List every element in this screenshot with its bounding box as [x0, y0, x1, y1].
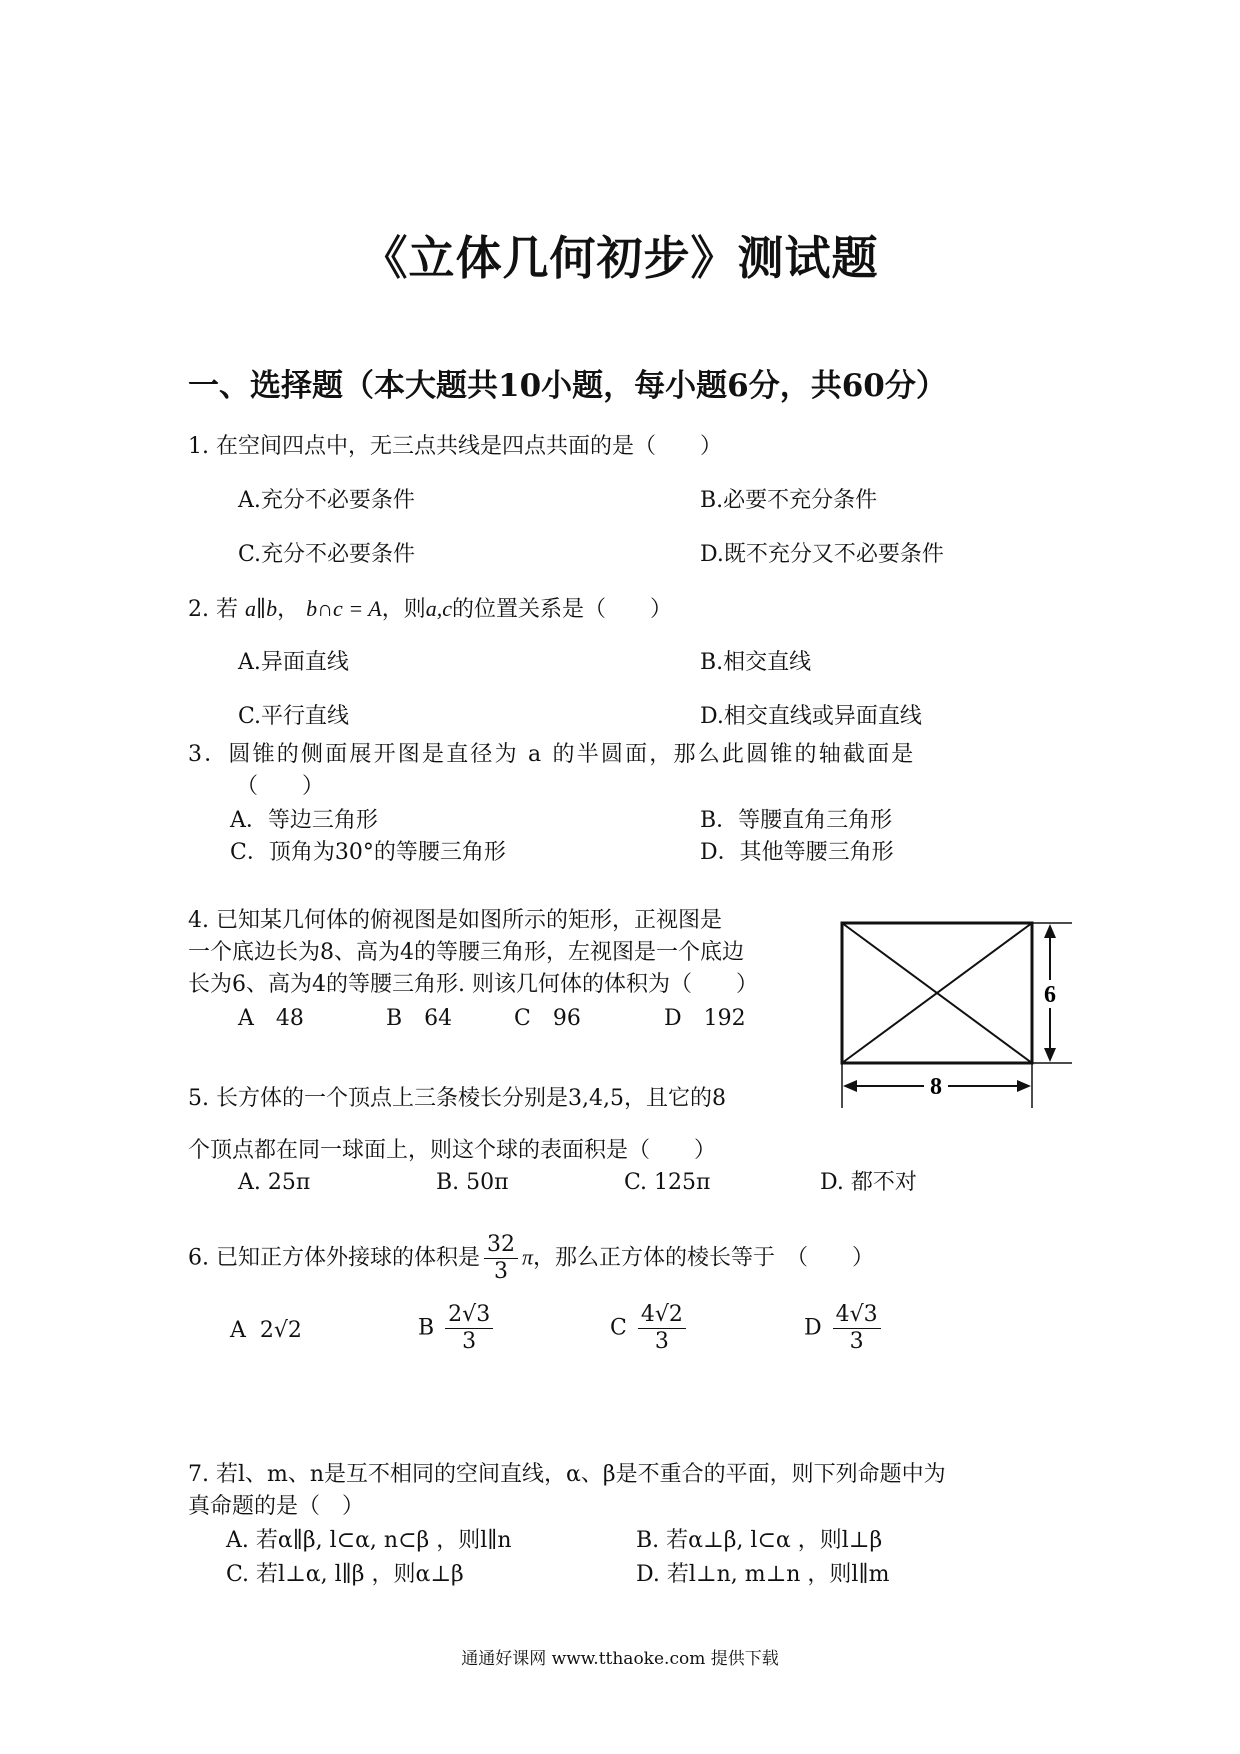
- q2-intersect-condition: b∩c = A: [306, 596, 382, 621]
- q2-option-c: C.平行直线: [238, 704, 350, 729]
- q5-option-d: D. 都不对: [820, 1170, 917, 1195]
- q4-top-view-figure: [836, 918, 1076, 1108]
- q6-option-d-label: D: [804, 1315, 822, 1341]
- q6-option-a-label: A: [230, 1318, 246, 1343]
- page-footer: 通通好课网 www.tthaoke.com 提供下载: [461, 1649, 779, 1669]
- q2-option-b: B.相交直线: [700, 650, 812, 675]
- q2-number: 2. 若: [188, 597, 238, 622]
- width-arrow-right: [1017, 1080, 1031, 1092]
- q6-option-b: [418, 1302, 497, 1355]
- q1-option-a: A.充分不必要条件: [238, 488, 415, 513]
- q1-stem: 1. 在空间四点中，无三点共线是四点共面的是（ ）: [188, 434, 722, 459]
- q6-pi: π: [521, 1244, 534, 1270]
- q3-option-b: B．等腰直角三角形: [700, 808, 893, 833]
- width-label: 8: [930, 1074, 942, 1100]
- q6-option-d: [804, 1302, 885, 1355]
- q5-line-2: 个顶点都在同一球面上，则这个球的表面积是（ ）: [188, 1138, 717, 1163]
- page-title: 《立体几何初步》测试题: [361, 231, 879, 285]
- q3-stem: 3．圆锥的侧面展开图是直径为 a 的半圆面，那么此圆锥的轴截面是: [188, 742, 916, 767]
- q6-option-d-fraction: [833, 1302, 881, 1355]
- q6-option-a-value: 2√2: [259, 1318, 302, 1343]
- q6-option-c-label: C: [610, 1315, 627, 1341]
- q1-option-b: B.必要不充分条件: [700, 488, 878, 513]
- q6-frac-numerator: 32: [484, 1232, 518, 1259]
- q4-option-b: B 64: [386, 1006, 453, 1031]
- height-label: 6: [1044, 982, 1056, 1008]
- q6-volume-fraction: [484, 1232, 518, 1285]
- q6-option-b-fraction: [445, 1302, 493, 1355]
- q7-option-b: B. 若α⊥β, l⊂α ，则l⊥β: [636, 1528, 883, 1553]
- q2-then: ，则: [381, 597, 426, 622]
- q6-stem: [188, 1232, 874, 1285]
- height-arrow-down: [1044, 1048, 1056, 1062]
- q1-option-c: C.充分不必要条件: [238, 542, 416, 567]
- q4-line-3: 长为6、高为4的等腰三角形. 则该几何体的体积为（ ）: [188, 972, 758, 997]
- q5-line-1: 5. 长方体的一个顶点上三条棱长分别是3,4,5，且它的8: [188, 1086, 726, 1111]
- q7-line-2: 真命题的是（ ）: [188, 1494, 365, 1519]
- q6-option-c: [610, 1302, 690, 1355]
- q1-option-d: D.既不充分又不必要条件: [700, 542, 944, 567]
- q6-option-d-den: 3: [849, 1329, 864, 1354]
- q5-option-b: B. 50π: [436, 1170, 509, 1195]
- q7-option-d: D. 若l⊥n, m⊥n ，则l∥m: [636, 1562, 890, 1587]
- section-heading: 一、选择题（本大题共10小题，每小题6分，共60分）: [188, 368, 947, 404]
- q6-option-c-den: 3: [654, 1329, 669, 1354]
- q6-option-a: [230, 1316, 302, 1346]
- q2-stem: [188, 594, 672, 625]
- q6-post: ，那么正方体的棱长等于 （ ）: [533, 1245, 875, 1271]
- q6-option-c-fraction: [638, 1302, 686, 1355]
- q3-option-c: C．顶角为30°的等腰三角形: [230, 840, 506, 865]
- q2-option-d: D.相交直线或异面直线: [700, 704, 922, 729]
- q6-option-b-den: 3: [462, 1329, 477, 1354]
- q4-line-2: 一个底边长为8、高为4的等腰三角形，左视图是一个底边: [188, 940, 744, 965]
- q4-option-a: A 48: [238, 1006, 304, 1031]
- q5-option-a: A. 25π: [238, 1170, 311, 1195]
- q6-option-d-num: 4√3: [833, 1302, 881, 1329]
- q4-option-c: C 96: [514, 1006, 581, 1031]
- q4-line-1: 4. 已知某几何体的俯视图是如图所示的矩形，正视图是: [188, 908, 722, 933]
- q6-option-b-label: B: [418, 1315, 435, 1341]
- q2-option-a: A.异面直线: [238, 650, 349, 675]
- q6-option-b-num: 2√3: [445, 1302, 493, 1329]
- q7-line-1: 7. 若l、m、n是互不相同的空间直线，α、β是不重合的平面，则下列命题中为: [188, 1462, 946, 1487]
- q6-pre: 6. 已知正方体外接球的体积是: [188, 1245, 480, 1271]
- q3-option-d: D．其他等腰三角形: [700, 840, 894, 865]
- width-arrow-left: [843, 1080, 857, 1092]
- q5-option-c: C. 125π: [624, 1170, 711, 1195]
- q2-parallel-condition: a∥b: [244, 596, 278, 621]
- q2-lines: a,c: [425, 596, 452, 621]
- q6-frac-denominator: 3: [493, 1259, 508, 1284]
- q3-option-a: A．等边三角形: [230, 808, 378, 833]
- q7-option-a: A. 若α∥β, l⊂α, n⊂β ，则l∥n: [226, 1528, 512, 1553]
- q7-option-c: C. 若l⊥α, l∥β ，则α⊥β: [226, 1562, 464, 1587]
- q2-tail: 的位置关系是（ ）: [452, 597, 673, 622]
- height-arrow-up: [1044, 924, 1056, 938]
- q6-option-c-num: 4√2: [638, 1302, 686, 1329]
- q2-separator: ，: [277, 597, 300, 622]
- q4-option-d: D 192: [664, 1006, 746, 1031]
- q3-answer-paren: （ ）: [236, 774, 325, 799]
